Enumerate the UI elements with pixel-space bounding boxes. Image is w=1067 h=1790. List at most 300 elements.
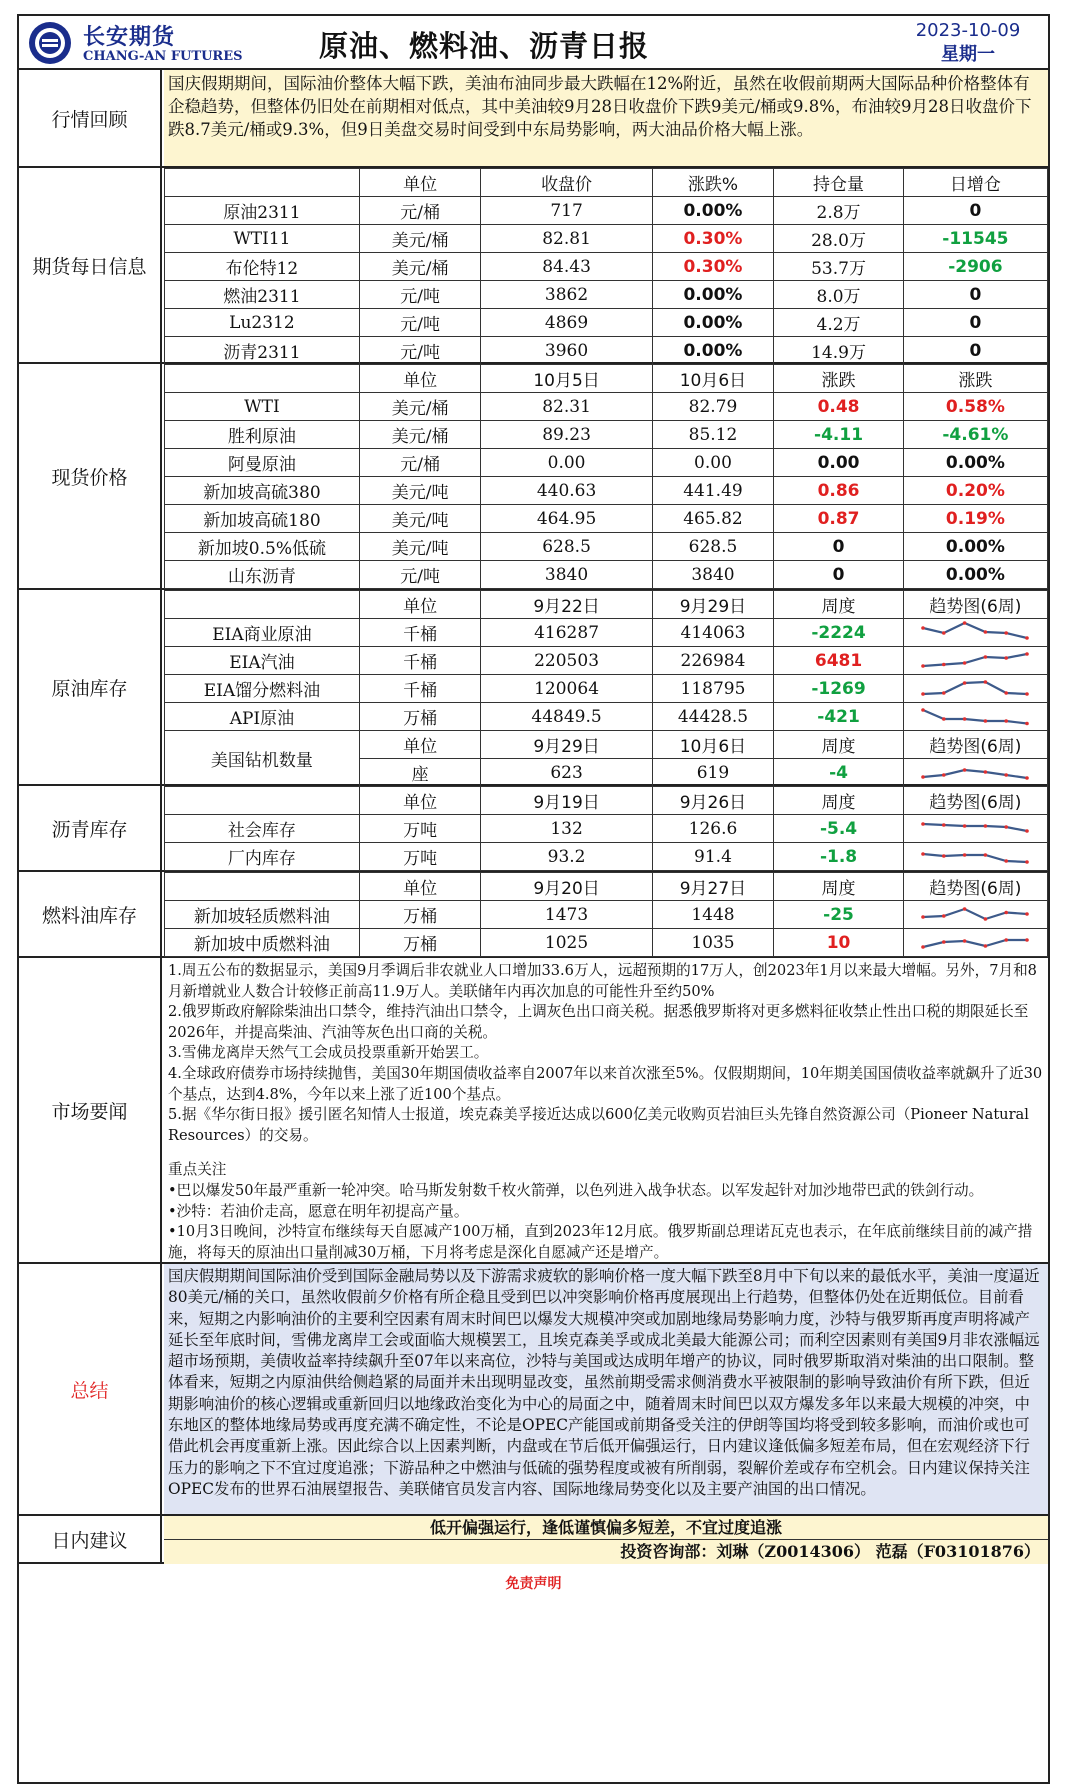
spot-cell: -4.11 [774,421,904,449]
table-row [165,843,1048,871]
rig-header-cell: 9月29日 [481,731,652,759]
spot-cell: 82.79 [652,393,774,421]
trend-point [942,854,946,858]
futures-cell: 3862 [481,281,652,309]
market-review-section [19,70,1048,168]
trend-chart-cell [903,815,1047,843]
trend-point [942,773,946,777]
trend-point [984,944,988,948]
trend-sparkline [919,649,1031,673]
crude_inv-header-cell: 趋势图(6周) [903,591,1047,619]
asphalt_inv-cell: 126.6 [652,815,774,843]
crude_inv-cell: 万桶 [359,703,481,731]
trend-sparkline [919,761,1031,785]
spot-cell: 628.5 [481,533,652,561]
spot-cell: 0.19% [903,505,1047,533]
news-item-2: 2.俄罗斯政府解除柴油出口禁令，维持汽油出口禁令，上调灰色出口商关税。据悉俄罗斯将对更多燃料征收禁止性出口税的期限延长至2026年，并提高柴油、汽油等灰色出口商的关税。 [168,1003,1029,1041]
spot-header-cell: 涨跌 [774,365,904,393]
table-row [165,281,1048,309]
intraday-advice-text: 低开偏强运行，逢低谨慎偏多短差，不宜过度追涨 [164,1516,1048,1540]
futures-cell: 717 [481,197,652,225]
asphalt_inv-cell: 万吨 [359,815,481,843]
spot-cell: -4.61% [903,421,1047,449]
spot-cell: 441.49 [652,477,774,505]
futures-cell: 84.43 [481,253,652,281]
futures-cell: 82.81 [481,225,652,253]
spot-cell: 464.95 [481,505,652,533]
futures-header-cell: 涨跌% [652,169,774,197]
trend-point [984,719,988,723]
crude_inv-cell: EIA馏分燃料油 [165,675,360,703]
trend-point [963,939,967,943]
news-spacer [168,1146,1044,1160]
market-news-body [164,958,1048,1266]
futures-cell: 4.2万 [774,309,904,337]
spot-cell: 0 [774,561,904,589]
fuel_inv-cell: 10 [774,929,904,957]
focus-heading: 重点关注 [168,1161,227,1179]
table-row [165,647,1048,675]
trend-sparkline [919,705,1031,729]
trend-point [963,853,967,857]
fuel_inv-cell: 1473 [481,901,652,929]
summary-text: 国庆假期期间国际油价受到国际金融局势以及下游需求疲软的影响价格一度大幅下跌至8月中下旬以来的最低水平，美油一度逼近80美元/桶的关口，虽然收假前夕价格有所企稳且受到巴以冲突影响价格再度展现出上行趋势，但整体仍处在近期低位。目前看来，短期之内影响油价的主要利空因素有周末时间巴以爆发大规模冲突或加剧地缘局势影响力度，沙特与俄罗斯再度声明将减产延长至年底时间，雪佛龙离岸工会或面临大规模罢工，且埃克森美孚或成北美最大能源公司；而利空因素则有美国9月非农涨幅远超市场预期，美债收益率持续飙升至07年以来高位，沙特与美国或达成明年增产的协议，同时俄罗斯取消对柴油的出口限制。整体看来，短期之内原油供给侧趋紧的局面并未出现明显改变，虽然前期受需求侧消费水平被限制的影响导致油价有所下跌，但近期影响油价的核心逻辑或重新回归以地缘政治变化为中心的局面之中，随着周末时间巴以双方爆发多年以来最大规模的冲突，中东地区的整体地缘局势或再度充满不确定性，不论是OPEC产能国或前期备受关注的伊朗等国均将受到较多影响，而油价或也可借此机会再度重新上涨。因此综合以上因素判断，内盘或在节后低开偏强运行，日内建议逢低偏多短差布局，但在宏观经济下行压力的影响之下不宜过度追涨；下游品种之中燃油与低硫的强势程度或被有所削弱，裂解价差或存布空机会。日内建议保持关注OPEC发布的世界石油展望报告、美联储官员发言内容、国际地缘局势变化以及主要产油国的出口情况。 [164,1264,1048,1514]
spot-cell: 美元/吨 [359,533,481,561]
trend-sparkline [919,931,1031,955]
spot-cell: 0.00% [903,449,1047,477]
trend-point [1005,938,1009,942]
futures-header-cell: 持仓量 [774,169,904,197]
rig-cell: 座 [359,759,481,787]
crude_inv-cell: 44428.5 [652,703,774,731]
spot-cell: 82.31 [481,393,652,421]
fuel_inv-cell: 新加坡中质燃料油 [165,929,360,957]
fuel_inv-header-cell: 趋势图(6周) [903,873,1047,901]
spot-cell: 新加坡高硫380 [165,477,360,505]
report-title: 原油、燃料油、沥青日报 [319,29,650,63]
spot-cell: 胜利原油 [165,421,360,449]
table-header-row [165,365,1048,393]
brand-name-cn: 长安期货 [83,25,176,50]
futures-cell: Lu2312 [165,309,360,337]
spot-header-cell: 10月5日 [481,365,652,393]
trend-point [984,770,988,774]
spot-cell: 3840 [652,561,774,589]
table-row [165,561,1048,589]
trend-chart-cell [903,843,1047,871]
spot-cell: 美元/吨 [359,505,481,533]
market-review-label: 行情回顾 [19,70,162,166]
trend-point [942,823,946,827]
trend-sparkline [919,817,1031,841]
asphalt_inv-cell: 91.4 [652,843,774,871]
rig-cell: 623 [481,759,652,787]
trend-point [942,914,946,918]
futures-header-cell: 收盘价 [481,169,652,197]
futures-cell: 53.7万 [774,253,904,281]
table-row [165,309,1048,337]
market-review-text: 国庆假期期间，国际油价整体大幅下跌，美油布油同步最大跌幅在12%附近，虽然在收假前期两大国际品种价格整体有企稳趋势，但整体仍旧处在前期相对低点，其中美油较9月28日收盘价下跌9美元/桶或9.8%，布油较9月28日收盘价下跌8.7美元/桶或9.3%，但9日美盘交易时间受到中东局势影响，两大油品价格大幅上涨。 [164,70,1048,166]
report-page [17,14,1050,1784]
spot-cell: 0.00 [652,449,774,477]
futures-cell: 0 [903,281,1047,309]
asphalt_inv-cell: -5.4 [774,815,904,843]
brand-name-en: CHANG-AN FUTURES [83,49,243,64]
trend-point [1026,860,1030,864]
news-item-4: 4.全球政府债券市场持续抛售，美国30年期国债收益率自2007年以来首次涨至5%。仅假期期间，10年期美国国债收益率就飙升了近30个基点，达到4.8%，今年以来上涨了近100个基点。 [168,1064,1043,1103]
fuel_inv-cell: 1025 [481,929,652,957]
trend-point [1005,825,1009,829]
rig-header-cell: 10月6日 [652,731,774,759]
trend-point [1005,719,1009,723]
spot-header-cell: 涨跌 [903,365,1047,393]
spot-cell: 628.5 [652,533,774,561]
table-row [165,929,1048,957]
futures-cell: 0 [903,337,1047,365]
trend-point [942,717,946,721]
futures-cell: 原油2311 [165,197,360,225]
trend-sparkline [919,621,1031,645]
crude-inventory-section [19,590,1048,786]
spot-cell: 3840 [481,561,652,589]
table-row [165,253,1048,281]
spot-cell: 85.12 [652,421,774,449]
spot-cell: 美元/桶 [359,421,481,449]
crude_inv-cell: 千桶 [359,647,481,675]
table-row [165,421,1048,449]
trend-point [963,681,967,685]
trend-point [984,853,988,857]
fuel-inventory-label: 燃料油库存 [19,872,162,956]
trend-point [984,655,988,659]
futures-cell: 沥青2311 [165,337,360,365]
trend-point [922,822,926,826]
futures-cell: 8.0万 [774,281,904,309]
trend-sparkline [919,677,1031,701]
futures-cell: 0 [903,309,1047,337]
news-item-5: 5.据《华尔街日报》援引匿名知情人士报道，埃克森美孚接近达成以600亿美元收购页岩油巨头先锋自然资源公司（Pioneer Natural Resources）的交易。 [168,1106,1029,1144]
table-row [165,477,1048,505]
trend-point [922,692,926,696]
focus-item-3: •10月3日晚间，沙特宣布继续每天自愿减产100万桶，直到2023年12月底。俄罗斯副总理诺瓦克也表示，在年底前继续目前的减产措施，将每天的原油出口量削减30万桶，下月将考虑是深化自愿减产还是增产。 [168,1223,1033,1261]
futures-cell: -2906 [903,253,1047,281]
futures-cell: 14.9万 [774,337,904,365]
crude_inv-cell: 6481 [774,647,904,675]
futures-cell: 28.0万 [774,225,904,253]
table-row [165,533,1048,561]
futures-header-cell [165,169,360,197]
fuel_inv-cell: 新加坡轻质燃料油 [165,901,360,929]
trend-sparkline [919,845,1031,869]
trend-point [922,708,926,712]
asphalt_inv-header-cell: 9月26日 [652,787,774,815]
crude-inventory-label: 原油库存 [19,590,162,784]
crude_inv-cell: 千桶 [359,619,481,647]
fuel_inv-header-cell: 9月20日 [481,873,652,901]
trend-point [963,907,967,911]
spot-cell: 元/吨 [359,561,481,589]
asphalt_inv-header-cell: 趋势图(6周) [903,787,1047,815]
market-news-section [19,958,1048,1264]
futures-cell: 4869 [481,309,652,337]
trend-chart-cell [903,759,1047,787]
crude_inv-cell: EIA商业原油 [165,619,360,647]
focus-item-2: •沙特：若油价走高，愿意在明年初提高产量。 [168,1202,469,1220]
crude_inv-cell: API原油 [165,703,360,731]
trend-point [984,680,988,684]
asphalt-inventory-table [164,786,1048,871]
spot-cell: 新加坡高硫180 [165,505,360,533]
trend-point [922,664,926,668]
futures-cell: 3960 [481,337,652,365]
spot-cell: 阿曼原油 [165,449,360,477]
spot-cell: WTI [165,393,360,421]
trend-point [1005,773,1009,777]
summary-section [19,1264,1048,1516]
crude_inv-cell: 千桶 [359,675,481,703]
spot-cell: 山东沥青 [165,561,360,589]
spot-cell: 0.58% [903,393,1047,421]
spot-cell: 89.23 [481,421,652,449]
trend-point [942,662,946,666]
spot-cell: 美元/桶 [359,393,481,421]
fuel_inv-cell: -25 [774,901,904,929]
spot-cell: 0.00 [481,449,652,477]
spot-cell: 0.86 [774,477,904,505]
trend-point [963,768,967,772]
disclaimer-link[interactable]: 免责声明 [505,1576,562,1592]
futures-label: 期货每日信息 [19,168,162,362]
trend-point [942,631,946,635]
trend-point [1026,776,1030,780]
trend-point [984,630,988,634]
asphalt_inv-cell: 万吨 [359,843,481,871]
changan-logo-icon [27,20,81,66]
fuel_inv-cell: 万桶 [359,901,481,929]
table-row [165,703,1048,731]
table-row [165,901,1048,929]
futures-cell: 0 [903,197,1047,225]
trend-point [922,915,926,919]
trend-point [1026,912,1030,916]
spot-cell: 0.00% [903,561,1047,589]
crude_inv-cell: 416287 [481,619,652,647]
spot-header-cell: 10月6日 [652,365,774,393]
contact-info: 投资咨询部：刘琳（Z0014306） 范磊（F03101876） [164,1540,1048,1564]
spot-cell: 美元/吨 [359,477,481,505]
table-row [165,619,1048,647]
trend-point [1026,652,1030,656]
fuel_inv-header-cell: 单位 [359,873,481,901]
table-row [165,815,1048,843]
table-header-row [165,169,1048,197]
crude_inv-cell: 118795 [652,675,774,703]
rig-count-label: 美国钻机数量 [165,731,360,787]
table-row [165,393,1048,421]
trend-point [963,661,967,665]
futures-cell: 0.00% [652,337,774,365]
trend-point [1005,631,1009,635]
rig-cell: -4 [774,759,904,787]
trend-point [963,717,967,721]
trend-point [922,775,926,779]
trend-chart-cell [903,647,1047,675]
futures-cell: 元/桶 [359,197,481,225]
futures-header-cell: 日增仓 [903,169,1047,197]
trend-chart-cell [903,929,1047,957]
news-item-3: 3.雪佛龙离岸天然气工会成员投票重新开始罢工。 [168,1044,489,1062]
trend-chart-cell [903,901,1047,929]
fuel_inv-cell: 1035 [652,929,774,957]
table-row [165,449,1048,477]
futures-section [19,168,1048,364]
fuel-inventory-section [19,872,1048,958]
spot-header-cell: 单位 [359,365,481,393]
trend-point [1026,829,1030,833]
table-header-row [165,873,1048,901]
trend-point [963,621,967,625]
rig-header-cell: 单位 [359,731,481,759]
spot-table [164,364,1048,589]
report-date-block [898,19,1038,67]
futures-cell: 0.30% [652,253,774,281]
spot-cell: 0.87 [774,505,904,533]
futures-cell: 0.00% [652,309,774,337]
trend-point [922,852,926,856]
spot-cell: 新加坡0.5%低硫 [165,533,360,561]
spot-cell: 元/桶 [359,449,481,477]
table-row [165,505,1048,533]
futures-cell: 元/吨 [359,309,481,337]
fuel_inv-cell: 1448 [652,901,774,929]
futures-cell: 0.00% [652,197,774,225]
futures-cell: 美元/桶 [359,253,481,281]
table-row [165,337,1048,365]
spot-label: 现货价格 [19,364,162,588]
crude_inv-cell: 414063 [652,619,774,647]
focus-item-1: •巴以爆发50年最严重新一轮冲突。哈马斯发射数千枚火箭弹，以色列进入战争状态。以军发起针对加沙地带巴武的铁剑行动。 [168,1181,984,1199]
futures-cell: 2.8万 [774,197,904,225]
futures-cell: 元/吨 [359,337,481,365]
futures-cell: 布伦特12 [165,253,360,281]
asphalt_inv-header-cell: 9月19日 [481,787,652,815]
asphalt_inv-cell: -1.8 [774,843,904,871]
trend-point [942,940,946,944]
futures-header-cell: 单位 [359,169,481,197]
trend-point [922,626,926,630]
trend-point [1005,910,1009,914]
trend-point [1026,692,1030,696]
trend-point [1026,721,1030,725]
trend-point [984,824,988,828]
table-header-row [165,787,1048,815]
asphalt_inv-cell: 132 [481,815,652,843]
asphalt_inv-header-cell: 单位 [359,787,481,815]
news-item-1: 1.周五公布的数据显示，美国9月季调后非农就业人口增加33.6万人，远超预期的17万人，创2023年1月以来最大增幅。另外，7月和8月新增就业人数合计较修正前高11.9万人。美联储年内再次加息的可能性升至约50% [168,962,1037,1000]
crude_inv-cell: 120064 [481,675,652,703]
fuel_inv-cell: 万桶 [359,929,481,957]
report-date: 2023-10-09 [915,20,1021,41]
trend-point [942,691,946,695]
spot-cell: 0 [774,533,904,561]
rig-cell: 619 [652,759,774,787]
trend-point [1005,691,1009,695]
table-header-row [165,591,1048,619]
fuel-inventory-table [164,872,1048,957]
trend-chart-cell [903,703,1047,731]
fuel_inv-header-cell [165,873,360,901]
crude_inv-header-cell: 单位 [359,591,481,619]
crude_inv-header-cell: 9月22日 [481,591,652,619]
crude_inv-cell: 226984 [652,647,774,675]
fuel_inv-header-cell: 9月27日 [652,873,774,901]
spot-section [19,364,1048,590]
futures-cell: 元/吨 [359,281,481,309]
spot-cell: 0.48 [774,393,904,421]
crude_inv-header-cell: 9月29日 [652,591,774,619]
spot-cell: 0.00% [903,533,1047,561]
intraday-advice-label: 日内建议 [19,1516,162,1562]
trend-point [1005,656,1009,660]
rig-header-cell: 周度 [774,731,904,759]
trend-chart-cell [903,675,1047,703]
asphalt_inv-header-cell [165,787,360,815]
rig-header-cell: 趋势图(6周) [903,731,1047,759]
crude_inv-cell: -2224 [774,619,904,647]
crude-inventory-table [164,590,1048,787]
futures-cell: 0.30% [652,225,774,253]
trend-point [922,945,926,949]
futures-cell: 美元/桶 [359,225,481,253]
futures-cell: -11545 [903,225,1047,253]
crude_inv-header-cell [165,591,360,619]
crude_inv-cell: 44849.5 [481,703,652,731]
asphalt_inv-cell: 社会库存 [165,815,360,843]
spot-cell: 465.82 [652,505,774,533]
trend-point [1026,938,1030,942]
spot-cell: 0.00 [774,449,904,477]
spot-header-cell [165,365,360,393]
fuel_inv-header-cell: 周度 [774,873,904,901]
trend-point [1026,636,1030,640]
table-header-row [165,731,1048,759]
crude_inv-header-cell: 周度 [774,591,904,619]
market-news-label: 市场要闻 [19,958,162,1262]
futures-table [164,168,1048,365]
trend-point [984,917,988,921]
trend-chart-cell [903,619,1047,647]
intraday-advice-section [19,1516,1048,1564]
crude_inv-cell: -1269 [774,675,904,703]
crude_inv-cell: -421 [774,703,904,731]
trend-point [1005,859,1009,863]
table-row [165,197,1048,225]
asphalt-inventory-label: 沥青库存 [19,786,162,870]
trend-sparkline [919,903,1031,927]
crude_inv-cell: EIA汽油 [165,647,360,675]
trend-point [963,824,967,828]
table-row [165,225,1048,253]
crude_inv-cell: 220503 [481,647,652,675]
report-weekday: 星期一 [941,44,995,65]
asphalt-inventory-section [19,786,1048,872]
futures-cell: 燃油2311 [165,281,360,309]
spot-cell: 0.20% [903,477,1047,505]
futures-cell: 0.00% [652,281,774,309]
report-header [19,16,1048,70]
summary-label: 总结 [19,1264,162,1514]
futures-cell: WTI11 [165,225,360,253]
